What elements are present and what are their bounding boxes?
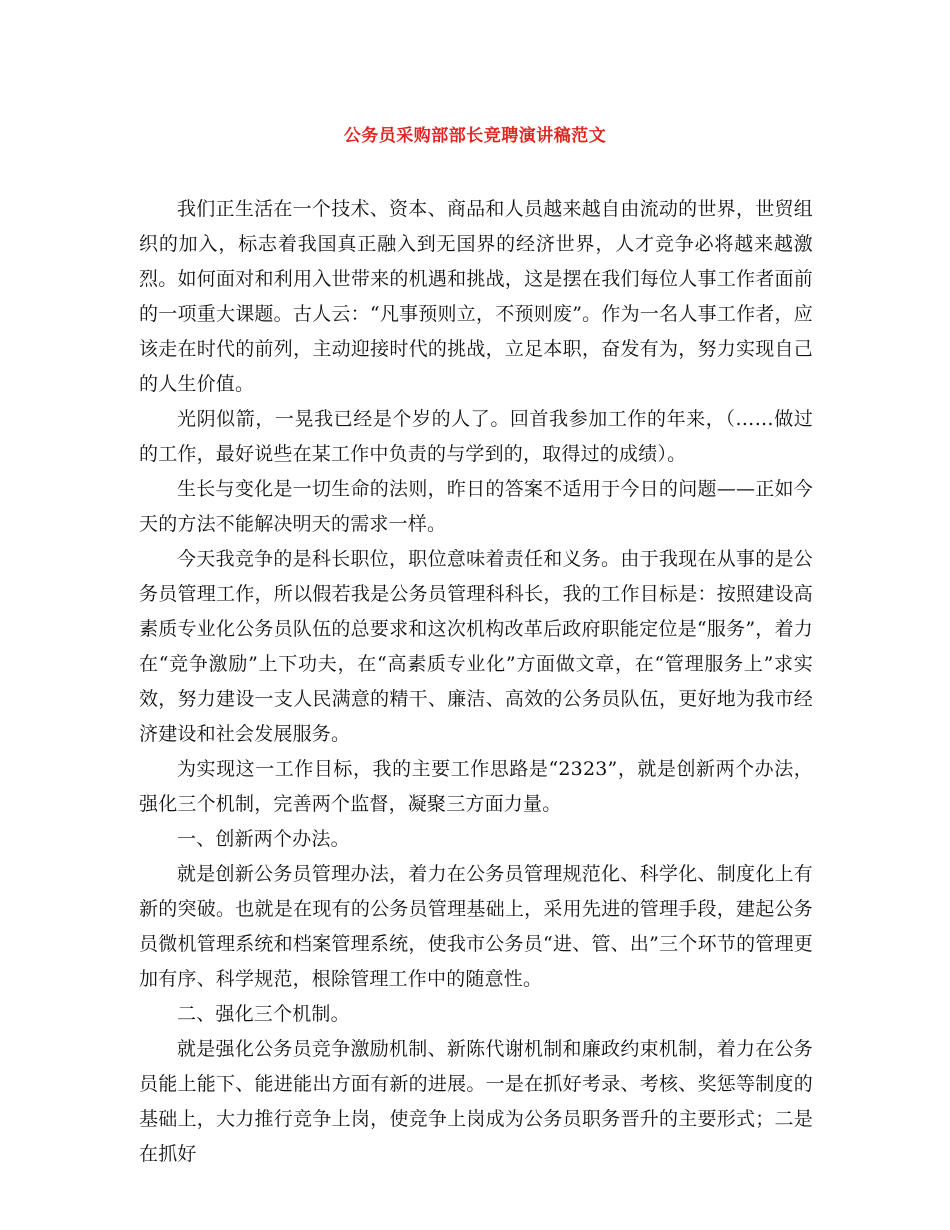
paragraph: 生长与变化是一切生命的法则，昨日的答案不适用于今日的问题——正如今天的方法不能解决明天的需求一样。 xyxy=(139,478,813,535)
paragraph: 就是创新公务员管理办法，着力在公务员管理规范化、科学化、制度化上有新的突破。也就是在现有的公务员管理基础上，采用先进的管理手段，建起公务员微机管理系统和档案管理系统，使我市公务员“进、管、出”三个环节的管理更加有序、科学规范，根除管理工作中的随意性。 xyxy=(139,863,813,990)
document-title: 公务员采购部部长竞聘演讲稿范文 xyxy=(343,126,607,146)
paragraph: 我们正生活在一个技术、资本、商品和人员越来越自由流动的世界，世贸组织的加入，标志着我国真正融入到无国界的经济世界，人才竞争必将越来越激烈。如何面对和利用入世带来的机遇和挑战，这是摆在我们每位人事工作者面前的一项重大课题。古人云：“凡事预则立，不预则废”。作为一名人事工作者，应该走在时代的前列，主动迎接时代的挑战，立足本职，奋发有为，努力实现自己的人生价值。 xyxy=(139,198,813,395)
paragraph: 为实现这一工作目标，我的主要工作思路是“2323”，就是创新两个办法，强化三个机制，完善两个监督，凝聚三方面力量。 xyxy=(139,758,813,815)
document-body xyxy=(139,192,813,1172)
paragraph: 就是强化公务员竞争激励机制、新陈代谢机制和廉政约束机制，着力在公务员能上能下、能进能出方面有新的进展。一是在抓好考录、考核、奖惩等制度的基础上，大力推行竞争上岗，使竞争上岗成为公务员职务晋升的主要形式；二是在抓好 xyxy=(139,1038,813,1165)
paragraph: 光阴似箭，一晃我已经是个岁的人了。回首我参加工作的年来，（……做过的工作，最好说些在某工作中负责的与学到的，取得过的成绩）。 xyxy=(139,408,813,465)
section-heading: 一、创新两个办法。 xyxy=(177,828,350,850)
paragraph: 今天我竞争的是科长职位，职位意味着责任和义务。由于我现在从事的是公务员管理工作，所以假若我是公务员管理科科长，我的工作目标是：按照建设高素质专业化公务员队伍的总要求和这次机构改革后政府职能定位是“服务”，着力在“竞争激励”上下功夫，在“高素质专业化”方面做文章，在“管理服务上”求实效，努力建设一支人民满意的精干、廉洁、高效的公务员队伍，更好地为我市经济建设和社会发展服务。 xyxy=(139,548,813,745)
section-heading: 二、强化三个机制。 xyxy=(177,1003,350,1025)
